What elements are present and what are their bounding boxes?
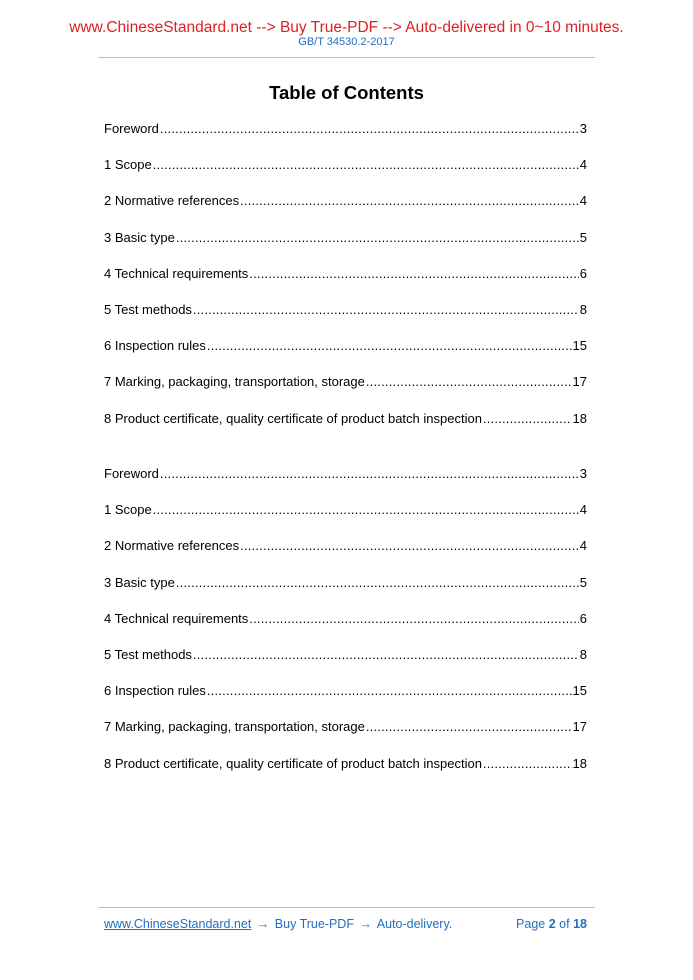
- toc-dot-leader: [160, 466, 579, 482]
- toc-dot-leader: [366, 719, 572, 735]
- footer-step-buy: Buy True-PDF: [274, 917, 354, 931]
- toc-entry[interactable]: [104, 230, 587, 266]
- right-arrow-icon: →: [256, 917, 270, 931]
- toc-dot-leader: [193, 647, 579, 663]
- toc-dot-leader: [160, 121, 579, 137]
- toc-entry[interactable]: [104, 121, 587, 157]
- toc-entry-page: 3: [579, 121, 587, 136]
- standard-code: GB/T 34530.2-2017: [298, 36, 395, 48]
- toc-entry[interactable]: [104, 502, 587, 538]
- toc-dot-leader: [207, 683, 572, 699]
- toc-entry-page: 4: [579, 538, 587, 554]
- toc-entry[interactable]: [104, 302, 587, 338]
- toc-entry-page: 4: [579, 502, 587, 518]
- toc-entry[interactable]: [104, 647, 587, 683]
- toc-entry[interactable]: [104, 193, 587, 229]
- page-word: Page: [516, 917, 546, 931]
- footer-divider: [98, 907, 595, 908]
- toc-entry[interactable]: [104, 374, 587, 410]
- of-word: of: [559, 917, 570, 931]
- toc-entry-label: Foreword: [104, 466, 159, 481]
- toc-entry[interactable]: [104, 411, 587, 447]
- toc-entry-label: 8 Product certificate, quality certificate of product batch inspection: [104, 755, 482, 771]
- toc-entry-label: 5 Test methods: [104, 646, 192, 662]
- toc-entry-page: 18: [572, 410, 587, 426]
- right-arrow-icon: →: [359, 917, 372, 931]
- toc-entry[interactable]: [104, 719, 587, 755]
- toc-entry-page: 18: [572, 755, 587, 771]
- toc-entry-page: 4: [579, 157, 587, 173]
- toc-dot-leader: [207, 338, 572, 354]
- toc-entry-label: 4 Technical requirements: [104, 610, 249, 626]
- toc-entry[interactable]: [104, 756, 587, 792]
- toc-entry-page: 3: [579, 466, 587, 481]
- toc-entry-page: 5: [579, 574, 587, 590]
- toc-entry-label: 3 Basic type: [104, 574, 175, 590]
- toc-dot-leader: [483, 756, 572, 772]
- page-current: 2: [548, 917, 556, 931]
- toc-entry-label: 7 Marking, packaging, transportation, storage: [104, 719, 365, 735]
- toc-entry[interactable]: [104, 683, 587, 719]
- toc-dot-leader: [240, 193, 579, 209]
- toc-entry-label: 4 Technical requirements: [104, 265, 249, 281]
- toc-dot-leader: [176, 230, 579, 246]
- toc-dot-leader: [153, 157, 579, 173]
- page-counter: [516, 916, 587, 932]
- toc-entry[interactable]: [104, 338, 587, 374]
- page-title: Table of Contents: [269, 82, 424, 103]
- toc-entry-page: 4: [579, 193, 587, 209]
- toc-entry-page: 15: [572, 338, 587, 354]
- toc-entry[interactable]: [104, 538, 587, 574]
- header-divider: [98, 57, 595, 58]
- toc-entry-label: 1 Scope: [104, 157, 152, 173]
- toc-entry-label: Foreword: [104, 121, 159, 136]
- toc-entry-label: 3 Basic type: [104, 229, 175, 245]
- toc-entry-page: 8: [579, 646, 587, 662]
- toc-dot-leader: [483, 411, 572, 427]
- toc-entry-label: 7 Marking, packaging, transportation, storage: [104, 374, 365, 390]
- page-total: 18: [573, 917, 587, 931]
- toc-dot-leader: [366, 374, 572, 390]
- toc-entry-page: 17: [572, 719, 587, 735]
- toc-entry-page: 8: [579, 301, 587, 317]
- toc-entry-label: 8 Product certificate, quality certificate of product batch inspection: [104, 410, 482, 426]
- toc-dot-leader: [240, 538, 579, 554]
- toc-list-second: [104, 466, 587, 792]
- footer-site-link[interactable]: www.ChineseStandard.net: [104, 917, 252, 931]
- toc-entry-label: 6 Inspection rules: [104, 683, 206, 699]
- toc-entry-label: 1 Scope: [104, 502, 152, 518]
- toc-entry-page: 17: [572, 374, 587, 390]
- toc-entry[interactable]: [104, 611, 587, 647]
- footer-step-delivery: Auto-delivery.: [376, 917, 453, 931]
- toc-list-first: [104, 121, 587, 447]
- toc-entry-page: 6: [579, 610, 587, 626]
- toc-entry-label: 2 Normative references: [104, 538, 240, 554]
- toc-entry[interactable]: [104, 157, 587, 193]
- toc-entry-page: 15: [572, 683, 587, 699]
- footer-promo: [104, 916, 452, 932]
- toc-entry-label: 5 Test methods: [104, 301, 192, 317]
- toc-entry-page: 5: [579, 229, 587, 245]
- toc-entry-label: 2 Normative references: [104, 193, 240, 209]
- toc-dot-leader: [193, 302, 579, 318]
- toc-dot-leader: [249, 266, 578, 282]
- promo-banner[interactable]: www.ChineseStandard.net --> Buy True-PDF --> Auto-delivered in 0~10 minutes.: [69, 19, 624, 36]
- toc-dot-leader: [249, 611, 578, 627]
- toc-entry[interactable]: [104, 466, 587, 502]
- toc-entry[interactable]: [104, 266, 587, 302]
- toc-dot-leader: [153, 502, 579, 518]
- toc-dot-leader: [176, 575, 579, 591]
- toc-entry[interactable]: [104, 575, 587, 611]
- toc-entry-label: 6 Inspection rules: [104, 338, 206, 354]
- toc-entry-page: 6: [579, 265, 587, 281]
